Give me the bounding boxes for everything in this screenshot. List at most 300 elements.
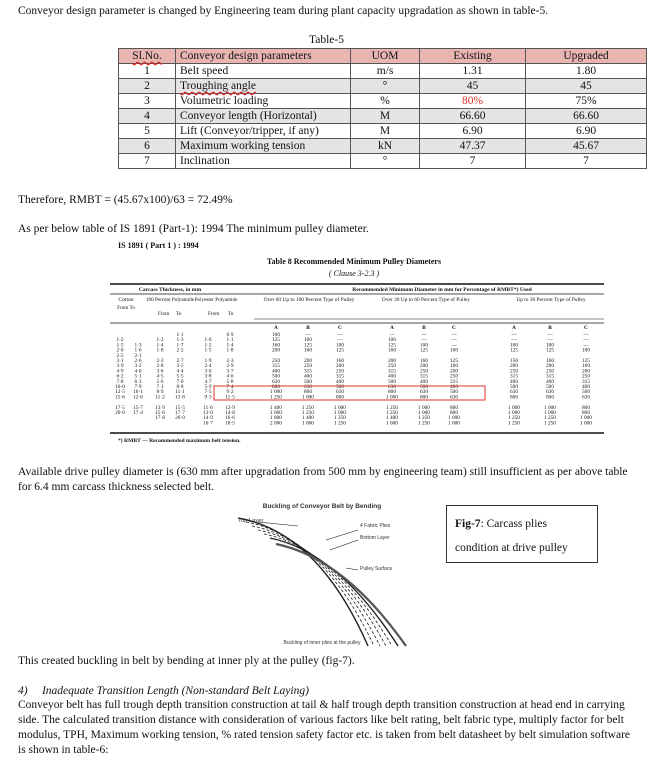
is-table-cell: 1 000 [448, 420, 460, 427]
is-table-cell: 630 [388, 384, 396, 390]
is-table-cell: 1·4 [226, 342, 234, 349]
is-table-cell: 2·2 [176, 347, 184, 354]
table-cell: Belt speed [176, 64, 351, 79]
is-table-cell: 630 [420, 389, 428, 396]
table-row [119, 124, 647, 139]
is-table-cell: 315 [388, 368, 396, 375]
is-table-cell: 1·0 [204, 337, 212, 344]
is-table-cell: 14·9 [203, 415, 213, 422]
is-table-cell: 400 [272, 368, 280, 375]
diagram-fabric: 4 Fabric Plies [360, 523, 391, 529]
is-table-cell: 20·0 [115, 410, 125, 416]
is-table-cell: 400 [420, 378, 428, 385]
is-abc-label: B [306, 325, 310, 331]
is-table-cell: 125 [582, 358, 590, 364]
is-table-cell: 1 000 [302, 394, 314, 401]
is-table-cell: 11·6 [203, 404, 213, 411]
table-row [119, 64, 647, 79]
is-table-cell: 400 [450, 384, 458, 390]
table5-header-row [119, 49, 647, 64]
is-table-cell: 315 [336, 373, 344, 380]
is-table-cell: 4·0 [134, 368, 142, 375]
is-table-cell: 315 [546, 373, 554, 380]
is-table-cell: 1 250 [386, 410, 398, 416]
is-table-cell: 1·5 [204, 347, 212, 354]
is-table-cell: 150 [510, 358, 518, 364]
is-table-cell: 1 000 [418, 410, 430, 416]
table-cell: ° [351, 154, 420, 169]
table-cell: Maximum working tension [176, 139, 351, 154]
is-table-cell: 1·8 [156, 347, 164, 354]
is-table-cell: 630 [304, 384, 312, 390]
is-table-cell: — [421, 332, 427, 338]
is-diam-header: Recommended Minimum Diameter in mm for Percentage of RMBT*) Used [352, 287, 532, 293]
is-table-cell: 800 [582, 404, 590, 411]
is-table-cell: 11·5 [225, 394, 235, 401]
is-table-cell: 3·2 [134, 363, 142, 370]
is-table-cell: 16·6 [225, 415, 235, 422]
is-table-cell: 2·9 [226, 363, 234, 370]
is-table-cell: 2·7 [176, 358, 184, 364]
is-table-cell: 1 250 [418, 420, 430, 427]
is-table-cell: 500 [304, 378, 312, 385]
table-cell: M [351, 109, 420, 124]
is-table-cell: 400 [304, 373, 312, 380]
is-table-cell: 1 400 [386, 415, 398, 422]
is-table-cell: — [451, 342, 457, 349]
table5 [118, 48, 647, 169]
is-table-cell: 6·3 [134, 378, 142, 385]
is-table-cell: 1·3 [176, 337, 184, 344]
is-cotton: Cotton [118, 297, 134, 303]
is-table-cell: 1 000 [334, 404, 346, 411]
is-table-cell: 250 [420, 368, 428, 375]
is-table-cell: 3·1 [116, 358, 124, 364]
is-table-cell: 5·6 [156, 378, 164, 385]
is-table-cell: 125 [336, 347, 344, 354]
table-cell: Volumetric loading [176, 94, 351, 109]
is-table-cell: 6·2 [116, 373, 124, 380]
is-table-cell: 1 250 [334, 415, 346, 422]
diagram-pulley: Pulley Surface [360, 566, 393, 572]
is-table-cell: 1 250 [544, 420, 556, 427]
table-cell: Conveyor length (Horizontal) [176, 109, 351, 124]
is-table-cell: 200 [582, 368, 590, 375]
table-row [119, 94, 647, 109]
is-table-cell: 15·5 [175, 404, 185, 411]
is-table-cell: 3·7 [226, 368, 234, 375]
table-cell: 45.67 [526, 139, 647, 154]
is-table-cell: 100 [510, 342, 518, 349]
is-table-cell: 400 [510, 378, 518, 385]
is-table-cell: 1·8 [226, 347, 234, 354]
is-abc-label: A [390, 325, 394, 331]
is-abc-label: C [584, 325, 588, 331]
table-cell: 1 [119, 64, 176, 79]
is-table-cell: 10·0 [115, 384, 125, 390]
is-table-cell: 1·7 [176, 342, 184, 349]
table-cell-highlight: 80% [420, 94, 526, 109]
is-table-cell: 3·6 [156, 368, 164, 375]
is-table-cell: 2·4 [204, 363, 212, 370]
is-table-cell: 315 [304, 368, 312, 375]
is-table-cell: 800 [546, 394, 554, 401]
table-cell: m/s [351, 64, 420, 79]
is-table-cell: 2·5 [116, 352, 124, 359]
is-table-cell: 2·3 [156, 358, 164, 364]
is-table-cell: 125 [510, 347, 518, 354]
is-table-cell: 630 [510, 389, 518, 396]
is-table-cell: 17·4 [133, 410, 143, 416]
is-table-cell: 1 250 [418, 415, 430, 422]
is-table-cell: 125 [304, 342, 312, 349]
is-table-cell: 1 000 [580, 415, 592, 422]
table5-header-existing: Existing [420, 49, 526, 64]
available-diameter-paragraph: Available drive pulley diameter is (630 mm after upgradation from 500 mm by engineering team) still insufficient as per above table for 6.4 mm carcass thickness selected belt. [18, 466, 628, 493]
table-cell: 6.90 [420, 124, 526, 139]
is-table-cell: — [583, 342, 589, 349]
is-table-cell: 1 000 [580, 420, 592, 427]
is-to2: To [228, 311, 234, 317]
table-cell: 5 [119, 124, 176, 139]
is-table-cell: 9·3 [204, 394, 212, 401]
section4-heading [18, 684, 639, 699]
is-from2: From [208, 311, 220, 317]
is-table-cell: 1 000 [544, 410, 556, 416]
is-table-cell: 800 [450, 410, 458, 416]
is-table-cell: 800 [420, 394, 428, 401]
fig7-caption-box [446, 505, 598, 563]
is-table-cell: 100 [304, 337, 312, 344]
table5-header-upgraded: Upgraded [526, 49, 647, 64]
is-table-cell: 100 [420, 342, 428, 349]
is-table-cell: 17·7 [175, 410, 185, 416]
is-table-cell: 1·1 [176, 332, 184, 338]
is-grp3: Up to 30 Percent Type of Pulley [516, 297, 586, 303]
is-table-cell: 250 [272, 358, 280, 364]
is-table-cell: 5·9 [204, 384, 212, 390]
table5-title: Table-5 [309, 34, 344, 46]
is-table-cell: 7·4 [226, 384, 234, 390]
is-table-cell: 2·1 [134, 352, 142, 359]
is-table-cell: 17·8 [155, 415, 165, 422]
is-table-cell: — [421, 337, 427, 344]
is-table-cell: 1 000 [386, 394, 398, 401]
is-table-cell: 800 [388, 389, 396, 396]
is-table-cell: 250 [304, 363, 312, 370]
is-abc-label: A [274, 325, 278, 331]
is-table-cell: 1 400 [270, 404, 282, 411]
is-table-cell: 1 800 [270, 415, 282, 422]
is-table-cell: — [451, 337, 457, 344]
is-table-cell: 200 [546, 363, 554, 370]
is-table-cell: 1 400 [302, 415, 314, 422]
is-table-cell: 1 250 [334, 420, 346, 427]
is-table-title: Table 8 Recommended Minimum Pulley Diameters [266, 257, 442, 266]
is-table-cell: 7·8 [116, 378, 124, 385]
is-abc-headers [274, 325, 588, 331]
is-table-cell: 1 250 [386, 404, 398, 411]
is-table-cell: 1·1 [226, 337, 234, 344]
is-table-cell: 100 [336, 342, 344, 349]
table-cell: 6 [119, 139, 176, 154]
is-abc-label: A [512, 325, 516, 331]
is-table-cell: 160 [420, 358, 428, 364]
is-table-cell: 1·2 [116, 337, 124, 344]
is-table-cell: 250 [450, 373, 458, 380]
is-table-cell: 1·2 [204, 342, 212, 349]
is-table-cell: 12·5 [115, 389, 125, 396]
is-grp2: Over 30 Up to 60 Percent Type of Pulley [381, 297, 471, 303]
is-table-cell: 1 000 [448, 415, 460, 422]
table-cell: 6.90 [526, 124, 647, 139]
is-table-cell: 315 [510, 373, 518, 380]
is-table-cell: 400 [388, 373, 396, 380]
is-table-cell: 12·6 [133, 394, 143, 401]
is-table-cell: 315 [582, 378, 590, 385]
is-table-cell: 1 600 [270, 410, 282, 416]
is-table-cell: — [511, 337, 517, 344]
table-cell: 3 [119, 94, 176, 109]
is-table-cell: — [451, 332, 457, 338]
table-cell: ° [351, 79, 420, 94]
is-table-cell: 160 [336, 358, 344, 364]
is-table-cell: — [547, 337, 553, 344]
is-table-cell: 1 000 [508, 404, 520, 411]
is-table-cell: 3·8 [204, 373, 212, 380]
table-cell: M [351, 124, 420, 139]
is-table-cell: 400 [546, 378, 554, 385]
table-cell: 4 [119, 109, 176, 124]
is-table-cell: 800 [272, 384, 280, 390]
is-table-cell: 1 250 [302, 410, 314, 416]
table-cell: 2 [119, 79, 176, 94]
is-abc-label: C [338, 325, 342, 331]
is-table-cell: 200 [272, 347, 280, 354]
is-table-cell: 16·7 [203, 420, 213, 427]
table5-header-slno: Sl.No. [119, 49, 176, 64]
is-table-cell: 200 [336, 363, 344, 370]
is-carcass-header: Carcass Thickness, in mm [138, 287, 202, 293]
is-table-cell: 250 [336, 368, 344, 375]
is-reference-line: As per below table of IS 1891 (Part-1): 1994 The minimum pulley diameter. [18, 223, 369, 235]
is-table-cell: 800 [304, 389, 312, 396]
is-table-cell: 2·8 [156, 363, 164, 370]
is-table-cell: 7·9 [134, 384, 142, 390]
table-cell: Inclination [176, 154, 351, 169]
is-table-cell: 13·8 [175, 394, 185, 401]
is-table-cell: — [337, 337, 343, 344]
is-table-cell: — [547, 332, 553, 338]
diagram-bottom: Bottom Layer [360, 535, 390, 541]
is-footnote: *) RMBT — Recommended maximum belt tension. [118, 438, 241, 444]
is-table-cell: 630 [546, 389, 554, 396]
is-clause: ( Clause 3-2.3 ) [328, 269, 380, 278]
is-abc-label: B [422, 325, 426, 331]
table5-header-param: Conveyor design parameters [176, 49, 351, 64]
table-cell: 1.31 [420, 64, 526, 79]
is-grp1: Over 60 Up to 100 Percent Type of Pulley [263, 297, 355, 303]
is-table-cell: 100 [582, 347, 590, 354]
is-table-cell: 800 [582, 410, 590, 416]
is-table-cell: 3·9 [116, 363, 124, 370]
is-table-cell: 200 [510, 363, 518, 370]
table-cell: 7 [119, 154, 176, 169]
is-table-cell: 7·0 [176, 378, 184, 385]
is-table-cell: 315 [420, 373, 428, 380]
is-table-cell: 160 [546, 358, 554, 364]
is-table-cell: 1·6 [134, 347, 142, 354]
is-table-cell: 125 [272, 337, 280, 344]
is-abc-label: C [452, 325, 456, 331]
is-table-cell: 250 [388, 363, 396, 370]
table-cell: 7 [526, 154, 647, 169]
is-table-cell: 160 [450, 363, 458, 370]
table-cell: Troughing angle [176, 79, 351, 94]
is-table-cell: 125 [546, 347, 554, 354]
is-table-cell: 400 [582, 384, 590, 390]
is-table-cell: 3·5 [176, 363, 184, 370]
is-table-cell: 4·7 [204, 378, 212, 385]
is-table-cell: 630 [336, 389, 344, 396]
is-table-cell: — [511, 332, 517, 338]
is-table-cell: 7·1 [156, 384, 164, 390]
table-cell: 66.60 [526, 109, 647, 124]
is-table-cell: — [337, 332, 343, 338]
is-table-cell: 1 000 [270, 389, 282, 396]
is-highlight-box [214, 386, 485, 400]
fig7-text: : Carcass plies condition at drive pulley [455, 518, 568, 554]
is-table-cell: — [305, 332, 311, 338]
is-table-cell: 500 [450, 389, 458, 396]
table-cell: 7 [420, 154, 526, 169]
table-cell: Lift (Conveyor/tripper, if any) [176, 124, 351, 139]
is-table-cell: 5·1 [134, 373, 142, 380]
rmbt-calculation: Therefore, RMBT = (45.67x100)/63 = 72.49% [18, 194, 233, 206]
table-row [119, 109, 647, 124]
belt-buckling-diagram [218, 500, 426, 648]
is-table-cell: 200 [304, 358, 312, 364]
is-table-cell: 1·4 [156, 342, 164, 349]
is-table-cell: 160 [582, 363, 590, 370]
is-table-cell: 4·5 [156, 373, 164, 380]
table-cell: 47.37 [420, 139, 526, 154]
fig7-label: Fig-7 [455, 518, 481, 530]
table-row [119, 154, 647, 169]
is-table-cell: 11·1 [175, 389, 185, 396]
is-to: To [176, 311, 182, 317]
is-table-cell: 200 [450, 368, 458, 375]
table-row [119, 79, 647, 94]
is-table-cell: 15·6 [155, 410, 165, 416]
is-table-cell: 1·3 [134, 342, 142, 349]
is-table-cell: 500 [420, 384, 428, 390]
is-table-cell: 250 [510, 368, 518, 375]
table-cell: kN [351, 139, 420, 154]
is-polyamide: 100 Percent Polyamide [145, 297, 195, 303]
is-table-cell: 2·0 [116, 347, 124, 354]
is-table-cell: 125 [388, 342, 396, 349]
is-table-cell: 15·7 [133, 404, 143, 411]
is-table-cell: 500 [582, 389, 590, 396]
is-table-cell: 4·4 [176, 368, 184, 375]
diagram-top-layer: Top Layer [238, 518, 264, 524]
is-polyester: Polyester Polyamide [194, 297, 238, 303]
is-table-cell: 160 [304, 347, 312, 354]
is-table-cell: 100 [450, 347, 458, 354]
buckling-paragraph: This created buckling in belt by bending at inner ply at the pulley (fig-7). [18, 655, 355, 667]
is-table-cell: 100 [546, 342, 554, 349]
is-table-cell: — [583, 337, 589, 344]
diagram-title: Buckling of Conveyor Belt by Bending [262, 503, 382, 510]
is-table-cell: 1 600 [386, 420, 398, 427]
is-table-cell: 250 [546, 368, 554, 375]
is-from-to: From To [117, 305, 135, 311]
table-cell: 45 [526, 79, 647, 94]
intro-paragraph: Conveyor design parameter is changed by Engineering team during plant capacity upgradation as shown in table-5. [18, 5, 549, 17]
diagram-bottom-caption: Buckling of inner plies at the pulley [283, 640, 361, 646]
is-table-cell: 630 [450, 394, 458, 401]
is-table-cell: 1 600 [302, 420, 314, 427]
is-table-cell: 200 [420, 363, 428, 370]
is-table-cell: 315 [450, 378, 458, 385]
is-table-cell: 315 [272, 363, 280, 370]
is-table-cell: 1·2 [156, 337, 164, 344]
is-table-cell: 17·5 [115, 404, 125, 411]
is-table-cell: 12·9 [225, 404, 235, 411]
is-table-cell: 1 250 [508, 420, 520, 427]
is-table-cell: 500 [510, 384, 518, 390]
is-table-cell: 800 [510, 394, 518, 401]
is-table-cell: 200 [388, 358, 396, 364]
is-table-cell: 1 250 [508, 415, 520, 422]
table-cell: 45 [420, 79, 526, 94]
is-table-rows [115, 332, 592, 426]
is-table-cell: 500 [388, 378, 396, 385]
is-table-cell: 14·8 [225, 410, 235, 416]
is-table-cell: 9·2 [226, 389, 234, 396]
is-table-cell: 1 000 [544, 404, 556, 411]
is1891-table-image [104, 240, 626, 450]
is-table-cell: 13·0 [203, 410, 213, 416]
is-table-cell: 2·6 [134, 358, 142, 364]
is-table-cell: 1 000 [334, 410, 346, 416]
is-table-cell: 5·5 [176, 373, 184, 380]
is-table-cell: 1 000 [418, 404, 430, 411]
is-table-cell: 7·5 [204, 389, 212, 396]
is-table-cell: 8·9 [156, 389, 164, 396]
is-table-cell: 800 [336, 394, 344, 401]
is-table-cell: 15·6 [115, 394, 125, 401]
is-table-cell: 250 [582, 373, 590, 380]
section4-body: Conveyor belt has full trough depth transition construction at tail & half trough depth transition construction at head end in carrying side. The calculated transition distance with consideration of various factors like belt rating, belt fabric type, multiply factor for belt modulus, TPH, Maximum working tension, % rated tension safety factor etc. is taken from belt datasheet by belt simulation software is shown in table-6: [18, 699, 631, 756]
is-table-cell: 1 250 [270, 394, 282, 401]
is-table-cell: 800 [450, 404, 458, 411]
table-cell: 66.60 [420, 109, 526, 124]
is-table-cell: 100 [388, 337, 396, 344]
is-table-cell: 1 250 [302, 404, 314, 411]
is-table-cell: 400 [336, 378, 344, 385]
is-table-cell: 500 [336, 384, 344, 390]
is-table-cell: 500 [546, 384, 554, 390]
is-from: From [158, 311, 170, 317]
is-table-cell: 0·9 [226, 332, 234, 338]
is-table-cell: 10·1 [133, 389, 143, 396]
is-table-cell: 160 [272, 342, 280, 349]
is-table-cell: 500 [272, 373, 280, 380]
is-table-cell: 11·2 [155, 394, 165, 401]
table-row [119, 139, 647, 154]
